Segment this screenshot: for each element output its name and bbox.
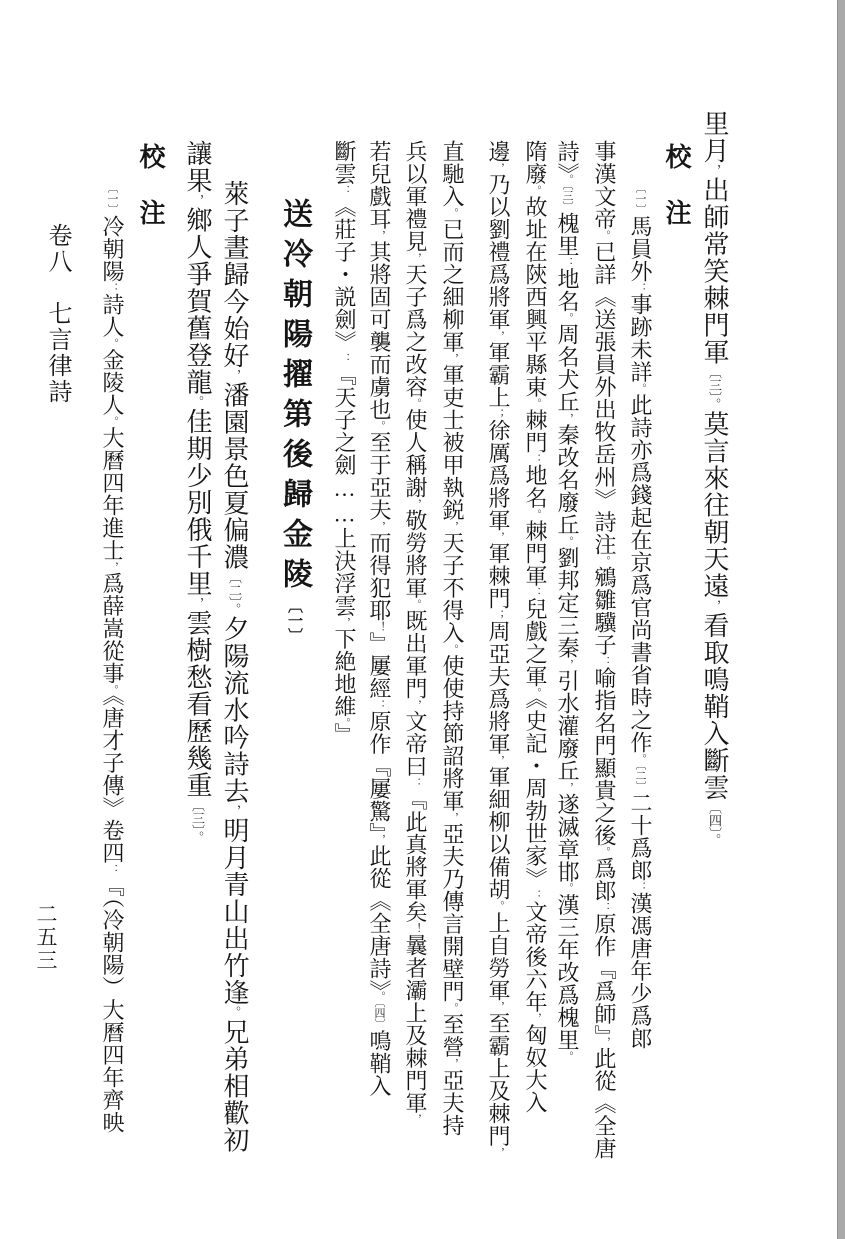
volume-chapter-label: 卷八 七言律詩	[44, 223, 70, 405]
note-column: 〔一〕冷朝陽：詩人。金陵人。大曆四年進士，爲薛嵩從事。《唐才子傳》卷四：『（冷朝陽）大曆四年齊映	[100, 182, 125, 1134]
note-column: 隋廢。故址在陝西興平縣東。棘門：地名。棘門軍：兒戲之軍。《史記・周勃世家》：文帝後六年，匈奴大入	[523, 140, 548, 1114]
note-column: 邊，乃以劉禮爲將軍，軍霸上；徐厲爲將軍，軍棘門；周亞夫爲將軍，軍細柳以備胡。上自勞軍，至霸上及棘門，	[486, 140, 511, 1158]
collation-notes-header: 校 注	[136, 143, 165, 227]
poem-line-continuation: 里月，出師常笑棘門軍〔三〕。莫言來往朝天遠，看取鳴鞘入斷雲〔四〕。	[700, 110, 729, 846]
note-column: 斷雲：《莊子・説劍》：『天子之劍……上決浮雲，下絶地維。』	[332, 140, 357, 746]
poem-line: 讓果，鄉人爭賀舊登龍。佳期少別俄千里，雲樹愁看歷幾重〔三〕。	[183, 140, 212, 844]
collation-notes-header: 校 注	[662, 143, 691, 227]
note-column: 事漢文帝。已詳《送張員外出牧岳州》詩注。鵷雛驥子：喻指名門顯貴之後。爲郎：原作『爲師』，此從《全唐	[592, 140, 617, 1160]
page-number: 二五三	[34, 903, 58, 972]
poem-line: 萊子晝歸今始好，潘園景色夏偏濃〔二〕。夕陽流水吟詩去，明月青山出竹逢。兄弟相歡初	[220, 180, 249, 1154]
note-column: 直馳入。已而之細柳軍，軍吏士被甲執鋭，天子不得入。使使持節詔將軍，亞夫乃傳言開壁門。至營，亞夫持	[440, 140, 465, 1137]
note-column: 兵以軍禮見，天子爲之改容。使人稱謝，敬勞將軍。既出軍門，文帝曰：『此真將軍矣！曩者灞上及棘門軍，	[403, 140, 428, 1125]
poem-title: 送冷朝陽擢第後歸金陵〔一〕	[278, 198, 311, 643]
note-column: 詩》。〔三〕槐里：地名。周名犬丘，秦改名廢丘。劉邦定三秦，引水灌廢丘，遂滅章邯。漢三年改爲槐里。	[555, 140, 580, 1062]
page-edge-shadow	[837, 0, 845, 1239]
note-column: 若兒戲耳，其將固可襲而虜也。至于亞夫，而得犯耶！』屢經：原作『屢驚』，此從《全唐詩》。〔四〕鳴鞘入	[367, 140, 392, 1097]
note-column: 〔一〕馬員外：事跡未詳。此詩亦爲錢起在京爲官尚書省時之作。〔二〕二十爲郎：漢馮唐年少爲郎	[628, 182, 653, 1050]
